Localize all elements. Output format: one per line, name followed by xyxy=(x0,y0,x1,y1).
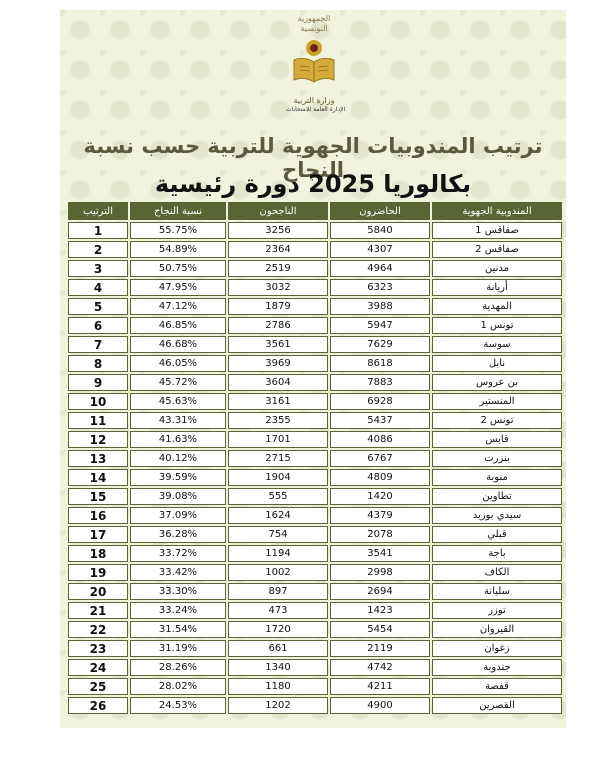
rank-cell: 10 xyxy=(68,393,128,410)
table-row xyxy=(68,355,562,372)
region-cell: تونس 1 xyxy=(432,317,562,334)
passed-cell: 1002 xyxy=(228,564,328,581)
table-row xyxy=(68,507,562,524)
rate-cell: 31.19% xyxy=(130,640,226,657)
rank-cell: 23 xyxy=(68,640,128,657)
rank-cell: 11 xyxy=(68,412,128,429)
passed-cell: 3161 xyxy=(228,393,328,410)
passed-cell: 1194 xyxy=(228,545,328,562)
region-cell: القيروان xyxy=(432,621,562,638)
region-cell: مدنين xyxy=(432,260,562,277)
rank-cell: 17 xyxy=(68,526,128,543)
region-cell: باجة xyxy=(432,545,562,562)
region-cell: بنزرت xyxy=(432,450,562,467)
table-row xyxy=(68,222,562,239)
rate-cell: 36.28% xyxy=(130,526,226,543)
passed-cell: 3032 xyxy=(228,279,328,296)
present-cell: 4742 xyxy=(330,659,430,676)
present-cell: 5437 xyxy=(330,412,430,429)
table-row xyxy=(68,431,562,448)
rate-cell: 46.68% xyxy=(130,336,226,353)
rank-cell: 4 xyxy=(68,279,128,296)
table-row xyxy=(68,564,562,581)
ranking-table xyxy=(66,200,564,716)
passed-cell: 1340 xyxy=(228,659,328,676)
rank-cell: 6 xyxy=(68,317,128,334)
rate-cell: 31.54% xyxy=(130,621,226,638)
rank-cell: 8 xyxy=(68,355,128,372)
present-cell: 5947 xyxy=(330,317,430,334)
page-subtitle: بكالوريا 2025 دورة رئيسية xyxy=(154,170,472,198)
table-row xyxy=(68,602,562,619)
passed-cell: 1202 xyxy=(228,697,328,714)
table-row xyxy=(68,298,562,315)
present-cell: 2998 xyxy=(330,564,430,581)
region-cell: منوبة xyxy=(432,469,562,486)
passed-cell: 3604 xyxy=(228,374,328,391)
region-cell: سيدي بوزيد xyxy=(432,507,562,524)
rate-cell: 47.12% xyxy=(130,298,226,315)
rate-cell: 33.42% xyxy=(130,564,226,581)
rate-cell: 46.05% xyxy=(130,355,226,372)
ministry-emblem xyxy=(286,14,346,114)
rank-cell: 20 xyxy=(68,583,128,600)
rank-cell: 1 xyxy=(68,222,128,239)
region-cell: توزر xyxy=(432,602,562,619)
region-cell: صفاقس 1 xyxy=(432,222,562,239)
rate-cell: 33.72% xyxy=(130,545,226,562)
table-row xyxy=(68,469,562,486)
rank-cell: 13 xyxy=(68,450,128,467)
rank-cell: 9 xyxy=(68,374,128,391)
region-cell: تونس 2 xyxy=(432,412,562,429)
rate-cell: 45.63% xyxy=(130,393,226,410)
table-row xyxy=(68,336,562,353)
table-row xyxy=(68,317,562,334)
table-row xyxy=(68,279,562,296)
rank-cell: 2 xyxy=(68,241,128,258)
passed-cell: 1701 xyxy=(228,431,328,448)
column-header-rank: الترتيب xyxy=(68,202,128,220)
present-cell: 4307 xyxy=(330,241,430,258)
region-cell: قفصة xyxy=(432,678,562,695)
rank-cell: 19 xyxy=(68,564,128,581)
rate-cell: 54.89% xyxy=(130,241,226,258)
present-cell: 5840 xyxy=(330,222,430,239)
rate-cell: 41.63% xyxy=(130,431,226,448)
passed-cell: 1624 xyxy=(228,507,328,524)
republic-label: الجمهورية التونسية xyxy=(297,14,331,33)
rank-cell: 22 xyxy=(68,621,128,638)
document-sheet xyxy=(60,10,566,728)
present-cell: 4809 xyxy=(330,469,430,486)
rank-cell: 26 xyxy=(68,697,128,714)
present-cell: 4964 xyxy=(330,260,430,277)
rate-cell: 50.75% xyxy=(130,260,226,277)
rank-cell: 5 xyxy=(68,298,128,315)
present-cell: 1420 xyxy=(330,488,430,505)
region-cell: المنستير xyxy=(432,393,562,410)
rate-cell: 33.24% xyxy=(130,602,226,619)
present-cell: 4379 xyxy=(330,507,430,524)
passed-cell: 2364 xyxy=(228,241,328,258)
passed-cell: 3969 xyxy=(228,355,328,372)
present-cell: 6323 xyxy=(330,279,430,296)
passed-cell: 2715 xyxy=(228,450,328,467)
present-cell: 4900 xyxy=(330,697,430,714)
passed-cell: 1720 xyxy=(228,621,328,638)
table-row xyxy=(68,412,562,429)
passed-cell: 1904 xyxy=(228,469,328,486)
table-row xyxy=(68,659,562,676)
rate-cell: 40.12% xyxy=(130,450,226,467)
table-row xyxy=(68,640,562,657)
passed-cell: 2519 xyxy=(228,260,328,277)
region-cell: صفاقس 2 xyxy=(432,241,562,258)
table-row xyxy=(68,450,562,467)
passed-cell: 897 xyxy=(228,583,328,600)
present-cell: 4211 xyxy=(330,678,430,695)
ministry-label: وزارة التربية xyxy=(293,96,335,105)
table-row xyxy=(68,374,562,391)
region-cell: الكاف xyxy=(432,564,562,581)
passed-cell: 555 xyxy=(228,488,328,505)
present-cell: 2694 xyxy=(330,583,430,600)
table-row xyxy=(68,260,562,277)
passed-cell: 754 xyxy=(228,526,328,543)
column-header-passed: الناجحون xyxy=(228,202,328,220)
ministry-logo-icon xyxy=(286,34,342,90)
rate-cell: 47.95% xyxy=(130,279,226,296)
page-title: ترتيب المندوبيات الجهوية للتربية حسب نسبة النجاح xyxy=(83,134,543,182)
rank-cell: 7 xyxy=(68,336,128,353)
rank-cell: 15 xyxy=(68,488,128,505)
present-cell: 5454 xyxy=(330,621,430,638)
region-cell: نابل xyxy=(432,355,562,372)
present-cell: 4086 xyxy=(330,431,430,448)
passed-cell: 473 xyxy=(228,602,328,619)
rate-cell: 28.02% xyxy=(130,678,226,695)
rate-cell: 55.75% xyxy=(130,222,226,239)
rank-cell: 3 xyxy=(68,260,128,277)
present-cell: 3541 xyxy=(330,545,430,562)
rank-cell: 21 xyxy=(68,602,128,619)
table-row xyxy=(68,621,562,638)
rate-cell: 45.72% xyxy=(130,374,226,391)
rank-cell: 24 xyxy=(68,659,128,676)
passed-cell: 2355 xyxy=(228,412,328,429)
present-cell: 6767 xyxy=(330,450,430,467)
rate-cell: 39.08% xyxy=(130,488,226,505)
present-cell: 2119 xyxy=(330,640,430,657)
rank-cell: 14 xyxy=(68,469,128,486)
region-cell: سوسة xyxy=(432,336,562,353)
passed-cell: 1879 xyxy=(228,298,328,315)
region-cell: سليانة xyxy=(432,583,562,600)
rate-cell: 43.31% xyxy=(130,412,226,429)
present-cell: 6928 xyxy=(330,393,430,410)
table-row xyxy=(68,241,562,258)
rank-cell: 16 xyxy=(68,507,128,524)
rate-cell: 33.30% xyxy=(130,583,226,600)
region-cell: قبلي xyxy=(432,526,562,543)
passed-cell: 3256 xyxy=(228,222,328,239)
passed-cell: 1180 xyxy=(228,678,328,695)
present-cell: 7883 xyxy=(330,374,430,391)
table-row xyxy=(68,583,562,600)
present-cell: 3988 xyxy=(330,298,430,315)
region-cell: أريانة xyxy=(432,279,562,296)
region-cell: القصرين xyxy=(432,697,562,714)
table-row xyxy=(68,526,562,543)
region-cell: المهدية xyxy=(432,298,562,315)
passed-cell: 661 xyxy=(228,640,328,657)
table-row xyxy=(68,678,562,695)
rank-cell: 25 xyxy=(68,678,128,695)
present-cell: 2078 xyxy=(330,526,430,543)
region-cell: زغوان xyxy=(432,640,562,657)
rate-cell: 46.85% xyxy=(130,317,226,334)
region-cell: قابس xyxy=(432,431,562,448)
rate-cell: 28.26% xyxy=(130,659,226,676)
region-cell: جندوبة xyxy=(432,659,562,676)
table-header-row xyxy=(68,202,562,220)
region-cell: بن عروس xyxy=(432,374,562,391)
table-row xyxy=(68,488,562,505)
region-cell: تطاوين xyxy=(432,488,562,505)
column-header-region: المندوبية الجهوية xyxy=(432,202,562,220)
table-row xyxy=(68,545,562,562)
rate-cell: 24.53% xyxy=(130,697,226,714)
column-header-present: الحاضرون xyxy=(330,202,430,220)
department-label: الإدارة العامة للامتحانات xyxy=(286,106,346,113)
rank-cell: 12 xyxy=(68,431,128,448)
passed-cell: 3561 xyxy=(228,336,328,353)
table-row xyxy=(68,393,562,410)
table-row xyxy=(68,697,562,714)
passed-cell: 2786 xyxy=(228,317,328,334)
present-cell: 1423 xyxy=(330,602,430,619)
rate-cell: 39.59% xyxy=(130,469,226,486)
present-cell: 7629 xyxy=(330,336,430,353)
column-header-rate: نسبة النجاح xyxy=(130,202,226,220)
present-cell: 8618 xyxy=(330,355,430,372)
rank-cell: 18 xyxy=(68,545,128,562)
rate-cell: 37.09% xyxy=(130,507,226,524)
